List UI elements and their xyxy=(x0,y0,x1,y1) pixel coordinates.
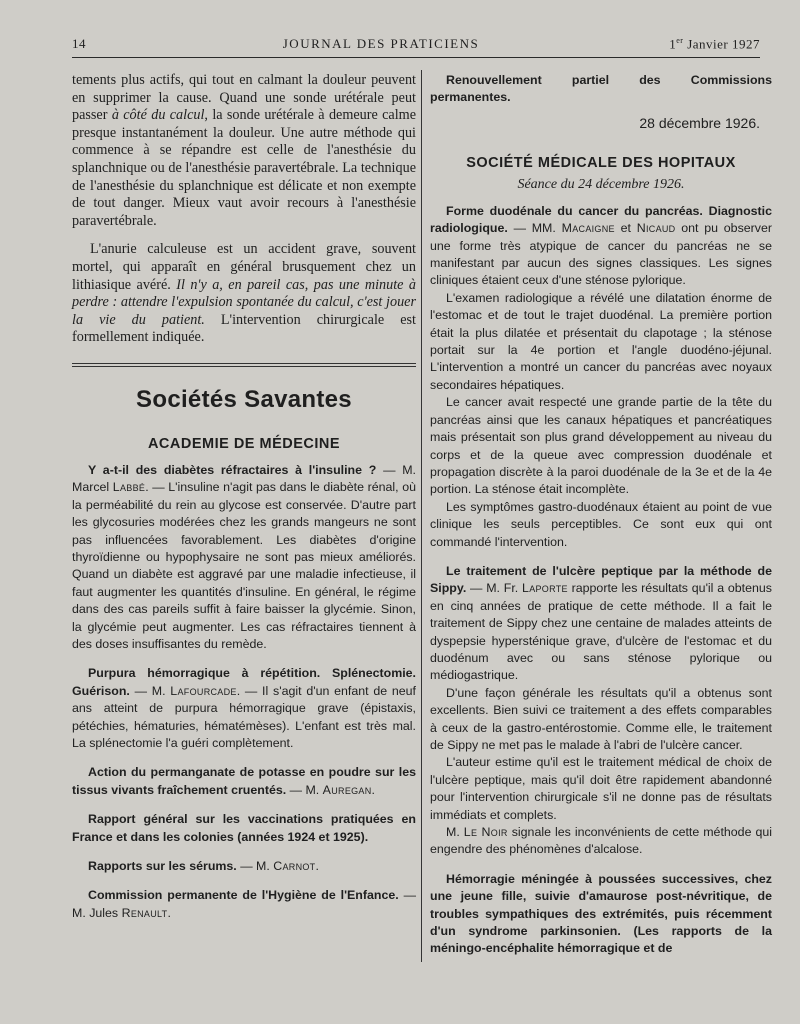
section-title: Sociétés Savantes xyxy=(136,385,352,413)
paragraph-cancer: Le cancer avait respecté une grande partie de la tête du pancréas ainsi que les canaux hépatiques et pancréatiques mais présentait son plus grand développement au niveau du corps et de la queue avec compression duodénale et propagation discrète à la paroi duodénale de la 3e et de la 4e portion. La sténose était incomplète. xyxy=(430,395,772,497)
entry-hemorragie: Hémorragie méningée à poussées successives, chez une jeune fille, suivie d'amaurose post-névritique, de troubles sympathiques des extrémités, puis récemment d'un syndrome parkinsonien. (Les rapports de la méningo-encéphalite hémorragique et de xyxy=(430,871,772,956)
paragraph-le-noir: M. Le Noir signale les inconvénients de cette méthode qui engendre des phénomènes d'alcalose. xyxy=(430,825,772,857)
page-header xyxy=(72,36,760,56)
paragraph-anurie: L'anurie calculeuse est un accident grave, souvent mortel, qui apparaît en général brusquement chez un lithiasique avéré. Il n'y a, en pareil cas, pas une minute à perdre : attendre l'expulsion spontanée du calcul, c'est jouer la vie du patient. L'intervention chirurgicale est formellement indiquée. xyxy=(72,241,416,346)
header-rule xyxy=(72,57,760,58)
section-divider xyxy=(72,363,416,367)
entry-insuline: Y a-t-il des diabètes réfractaires à l'insuline ? — M. Marcel Labbé. — L'insuline n'agit pas dans le diabète rénal, où la perméabilité du rein au glycose est conservée. D'autre part les glycosuries modérées chez les grands mangeurs ne sont pas influencées favorablement. Les diabètes d'origine thyroïdienne ou hypophysaire ne sont pas mieux améliorés. Quand un diabète est aggravé par une maladie infectieuse, il faut augmenter les quantités d'insuline. En général, le régime dans des cas pareils suffit à faire baisser la glycémie. Sinon, la glycémie peut augmenter. Les cas réfractaires tiennent à des doses insuffisantes du remède. xyxy=(72,462,416,651)
seance-date: Séance du 24 décembre 1926. xyxy=(517,176,685,192)
paragraph-resultats: D'une façon générale les résultats qu'il a obtenus sont excellents. Bien suivi ce traitement a des effets comparables à ceux de la gastro-entérostomie. Comme elle, le traitement de Sippy ne met pas le malade à l'abri de l'ulcère cancer. xyxy=(430,685,772,752)
entry-serums: Rapports sur les sérums. — M. Carnot. xyxy=(88,859,319,874)
column-divider xyxy=(421,70,422,962)
journal-title: JOURNAL DES PRATICIENS xyxy=(282,36,480,52)
academy-heading: ACADEMIE DE MÉDECINE xyxy=(147,435,341,452)
entry-sippy: Le traitement de l'ulcère peptique par la méthode de Sippy. — M. Fr. Laporte rapporte les résultats qu'il a obtenus en cinq années de pratique de cette méthode. Il a fait le traitement de Sippy chez une centaine de malades atteints de dyspepsie hypersténique grave, d'ulcère de l'estomac et du duodénum avec ou sans sténose pylorique ou médiogastrique. xyxy=(430,563,772,683)
entry-commissions: Renouvellement partiel des Commissions permanentes. xyxy=(430,73,772,105)
paragraph-symptomes: Les symptômes gastro-duodénaux étaient au point de vue clinique les seuls perceptibles. Ce sont eux qui ont commandé l'intervention. xyxy=(430,499,772,549)
paragraph-anesthesia: tements plus actifs, qui tout en calmant la douleur peuvent en supprimer la cause. Quand une sonde urétérale peut passer à côté du calcul, la sonde urétérale à demeure calme presque instantanément la douleur. Une autre méthode qui commence à se répandre est celle de l'anesthésie du splanchnique ou de l'anesthésie paravertébrale. La technique de l'anesthésie du splanchnique est délicate et non exempte de tout danger. Mieux vaut avoir recours à l'anesthésie paravertébrale. xyxy=(72,72,416,229)
entry-hygiene: Commission permanente de l'Hygiène de l'Enfance. — M. Jules Renault. xyxy=(72,888,416,920)
issue-date: 1er Janvier 1927 xyxy=(669,36,760,52)
meeting-date: 28 décembre 1926. xyxy=(639,114,760,131)
entry-vaccinations: Rapport général sur les vaccinations pratiquées en France et dans les colonies (années 1924 et 1925). xyxy=(72,812,416,844)
left-column xyxy=(72,72,416,922)
entry-pancreas: Forme duodénale du cancer du pancréas. Diagnostic radiologique. — MM. Macaigne et Nicaud ont pu observer une forme très atypique de cancer du pancréas ne se manifestant par aucun des signes classiques. Les signes cliniques étaient ceux d'une sténose pylorique. xyxy=(430,203,773,288)
entry-permanganate: Action du permanganate de potasse en poudre sur les tissus vivants fraîchement cruentés. — M. Auregan. xyxy=(72,765,416,797)
paragraph-auteur: L'auteur estime qu'il est le traitement médical de choix de l'ulcère peptique, mais qu'il doit être rapidement abandonné pour l'intervention chirurgicale s'il ne donne pas de résultats immédiats et complets. xyxy=(430,755,772,822)
paragraph-radiologie: L'examen radiologique a révélé une dilatation énorme de l'estomac et de tout le trajet duodénal. La première portion était la plus dilatée et présentait du clapotage ; la sténose portait sur la 4e portion et l'angle duodéno-jéjunal. L'intervention a montré un cancer du pancréas avec noyaux secondaires hépatiques. xyxy=(430,290,772,392)
entry-purpura: Purpura hémorragique à répétition. Splénectomie. Guérison. — M. Lafourcade. — Il s'agit d'un enfant de neuf ans atteint de purpura hémorragique grave (épistaxis, pétéchies, hématuries, hématémèses). L'enfant est très mal. La splénectomie l'a guéri complètement. xyxy=(72,666,416,750)
right-column xyxy=(430,72,772,958)
society-heading: SOCIÉTÉ MÉDICALE DES HOPITAUX xyxy=(466,154,736,171)
page-number: 14 xyxy=(72,36,86,52)
